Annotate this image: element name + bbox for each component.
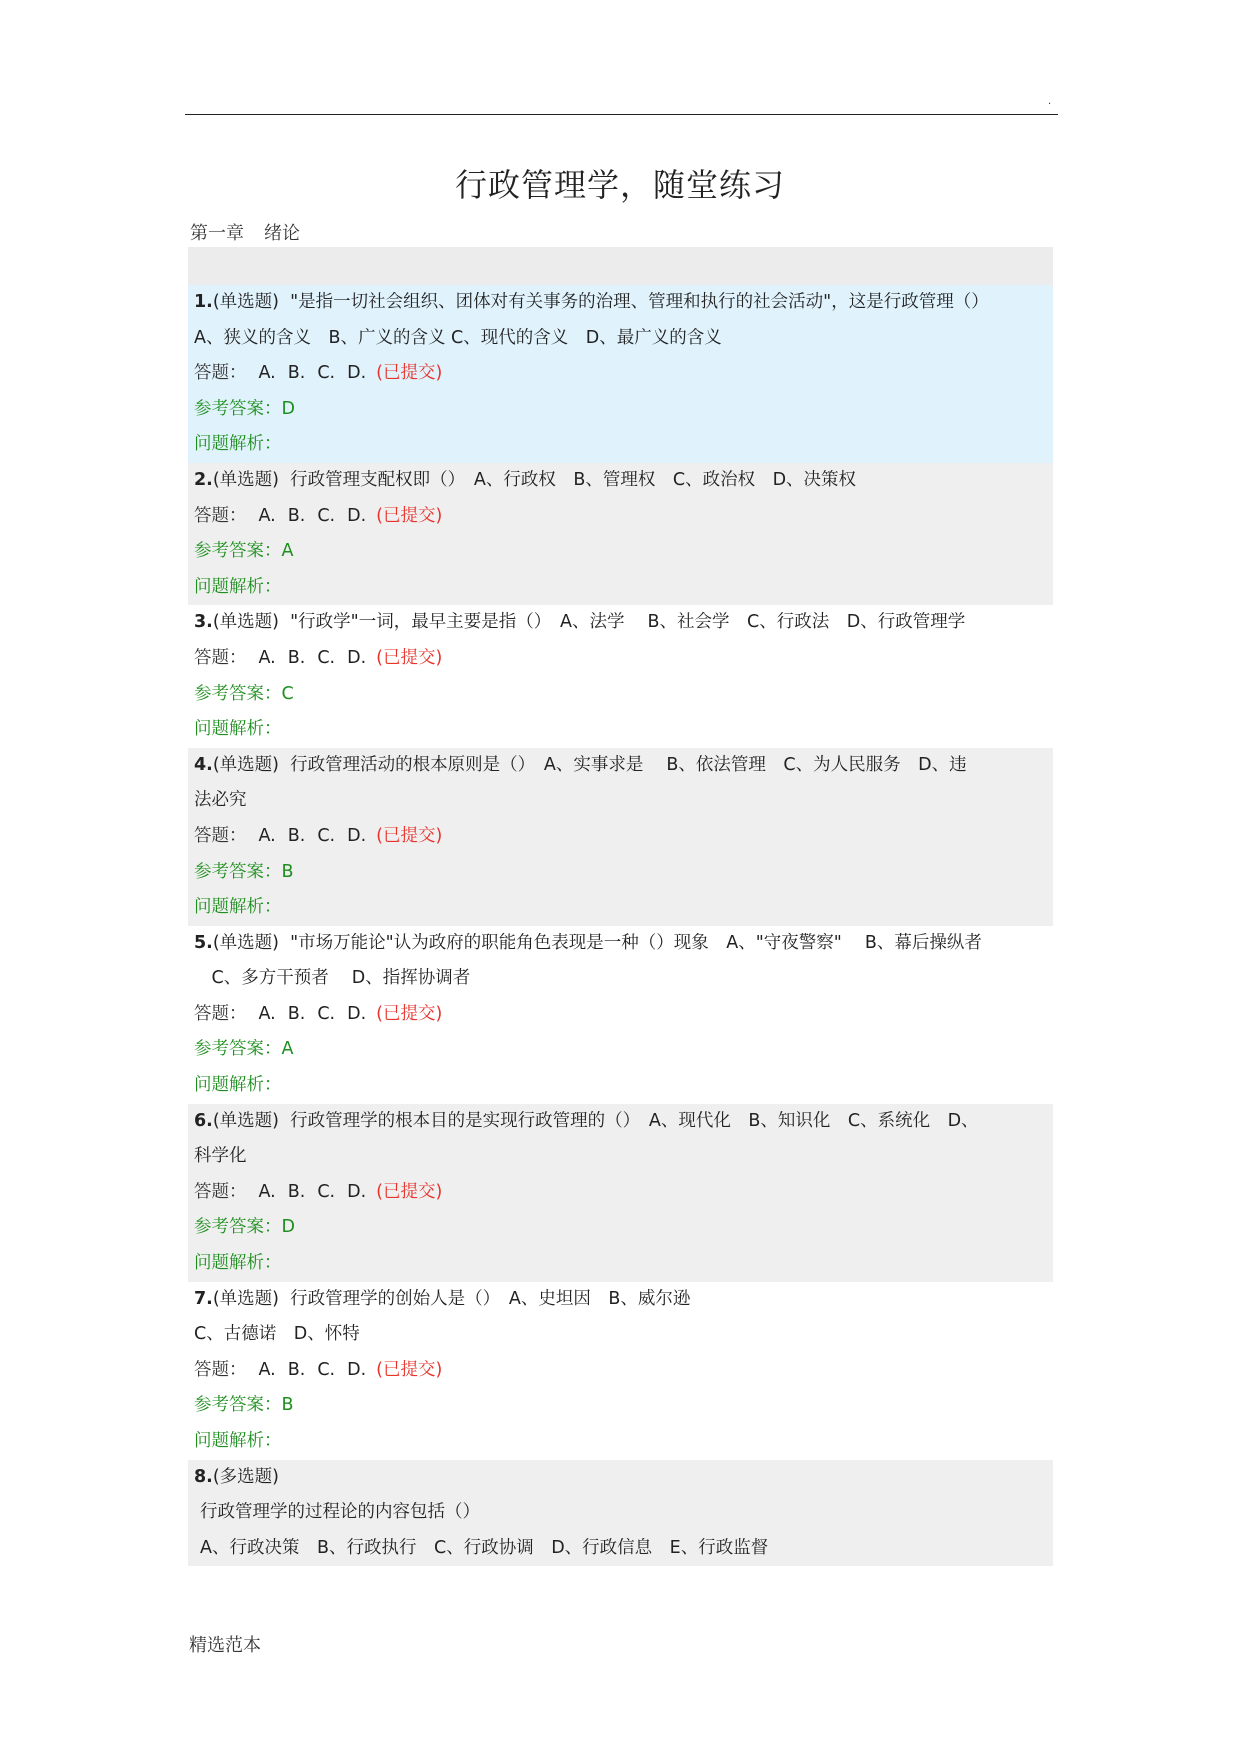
choice-b[interactable]: B.	[287, 1003, 306, 1024]
reference-answer	[194, 534, 1047, 570]
choice-c[interactable]: C.	[317, 363, 336, 384]
question-stem: 行政管理学的过程论的内容包括（）	[200, 1502, 480, 1523]
reference-answer-value: A	[281, 1039, 294, 1060]
question-stem: 行政管理学的创始人是（） A、史坦因 B、威尔逊	[290, 1288, 691, 1309]
header-dot: .	[1048, 96, 1052, 107]
question-type: (单选题)	[212, 932, 279, 953]
question-stem: "是指一切社会组织、团体对有关事务的治理、管理和执行的社会活动"，这是行政管理（）	[290, 292, 989, 312]
analysis-label: 问题解析：	[194, 719, 282, 740]
question-type: (单选题)	[212, 1288, 279, 1309]
choice-b[interactable]: B.	[287, 363, 306, 384]
choice-b[interactable]: B.	[287, 825, 306, 846]
analysis-label: 问题解析：	[194, 576, 282, 597]
question-item	[188, 1460, 1053, 1567]
analysis-label: 问题解析：	[194, 1253, 282, 1274]
reference-answer-value: B	[281, 861, 294, 882]
answer-row	[194, 641, 1047, 677]
analysis-label: 问题解析：	[194, 434, 282, 455]
reference-answer-value: B	[281, 1395, 294, 1416]
question-type: (单选题)	[212, 612, 279, 633]
question-type: (单选题)	[212, 754, 279, 775]
question-number: 2.	[194, 469, 213, 490]
reference-answer-label: 参考答案：	[194, 1395, 282, 1416]
reference-answer-label: 参考答案：	[194, 398, 282, 419]
choice-d[interactable]: D.	[347, 647, 367, 668]
submitted-status: (已提交)	[376, 1181, 443, 1202]
question-type: (单选题)	[212, 1110, 279, 1131]
answer-label: 答题：	[194, 1003, 247, 1024]
answer-label: 答题：	[194, 1359, 247, 1380]
reference-answer-label: 参考答案：	[194, 1039, 282, 1060]
submitted-status: (已提交)	[376, 825, 443, 846]
reference-answer	[194, 677, 1047, 713]
submitted-status: (已提交)	[376, 647, 443, 668]
question-number: 4.	[194, 754, 213, 775]
choice-d[interactable]: D.	[347, 505, 367, 526]
question-stem: 行政管理支配权即（） A、行政权 B、管理权 C、政治权 D、决策权	[290, 469, 857, 490]
choice-c[interactable]: C.	[317, 1181, 336, 1202]
question-number: 5.	[194, 932, 213, 953]
reference-answer-value: A	[281, 541, 294, 562]
choice-d[interactable]: D.	[347, 1003, 367, 1024]
submitted-status: (已提交)	[376, 1003, 443, 1024]
question-number: 1.	[194, 292, 213, 312]
submitted-status: (已提交)	[376, 505, 443, 526]
question-number: 3.	[194, 612, 213, 633]
header-rule	[185, 114, 1058, 115]
reference-answer-label: 参考答案：	[194, 1217, 282, 1238]
answer-row	[194, 1175, 1047, 1211]
reference-answer	[194, 1388, 1047, 1424]
question-number: 8.	[194, 1466, 213, 1487]
question-stem: "市场万能论"认为政府的职能角色表现是一种（）现象 A、"守夜警察" B、幕后操纵者	[290, 932, 982, 953]
choice-a[interactable]: A.	[258, 1181, 276, 1202]
question-stem-continued: 科学化	[194, 1146, 247, 1167]
question-type: (单选题)	[212, 469, 279, 490]
question-number: 6.	[194, 1110, 213, 1131]
choice-b[interactable]: B.	[287, 505, 306, 526]
question-item	[188, 605, 1053, 747]
question-stem: 行政管理活动的根本原则是（） A、实事求是 B、依法管理 C、为人民服务 D、违	[290, 754, 967, 775]
choice-d[interactable]: D.	[347, 825, 367, 846]
choice-c[interactable]: C.	[317, 1359, 336, 1380]
question-options: A、狭义的含义 B、广义的含义 C、现代的含义 D、最广义的含义	[194, 327, 722, 348]
choice-c[interactable]: C.	[317, 505, 336, 526]
answer-label: 答题：	[194, 825, 247, 846]
answer-row	[194, 356, 1047, 392]
choice-a[interactable]: A.	[258, 647, 276, 668]
chapter-label: 第一章	[190, 223, 244, 244]
reference-answer	[194, 1210, 1047, 1246]
chapter-heading	[190, 219, 300, 245]
choice-b[interactable]: B.	[287, 1181, 306, 1202]
question-item	[188, 463, 1053, 605]
answer-label: 答题：	[194, 505, 247, 526]
analysis-label: 问题解析：	[194, 1075, 282, 1096]
reference-answer-value: D	[281, 1217, 295, 1238]
reference-answer	[194, 392, 1047, 428]
choice-d[interactable]: D.	[347, 363, 367, 384]
reference-answer-value: D	[281, 398, 295, 419]
question-type: (单选题)	[212, 292, 279, 312]
submitted-status: (已提交)	[376, 363, 443, 384]
question-item	[188, 926, 1053, 1104]
question-stem: "行政学"一词，最早主要是指（） A、法学 B、社会学 C、行政法 D、行政管理学	[290, 612, 966, 633]
choice-c[interactable]: C.	[317, 1003, 336, 1024]
question-stem-continued: C、多方干预者 D、指挥协调者	[194, 968, 471, 989]
choice-a[interactable]: A.	[258, 825, 276, 846]
question-options: A、行政决策 B、行政执行 C、行政协调 D、行政信息 E、行政监督	[200, 1537, 769, 1558]
answer-row	[194, 997, 1047, 1033]
question-number: 7.	[194, 1288, 213, 1309]
choice-b[interactable]: B.	[287, 647, 306, 668]
reference-answer-label: 参考答案：	[194, 861, 282, 882]
submitted-status: (已提交)	[376, 1359, 443, 1380]
page-footer: 精选范本	[189, 1635, 261, 1656]
quiz-top-band	[188, 247, 1053, 285]
choice-c[interactable]: C.	[317, 825, 336, 846]
chapter-name: 绪论	[264, 223, 300, 244]
choice-b[interactable]: B.	[287, 1359, 306, 1380]
reference-answer-label: 参考答案：	[194, 683, 282, 704]
question-stem-continued: C、古德诺 D、怀特	[194, 1324, 360, 1345]
reference-answer	[194, 1032, 1047, 1068]
reference-answer-value: C	[281, 683, 294, 704]
answer-row	[194, 819, 1047, 855]
analysis-label: 问题解析：	[194, 1431, 282, 1451]
choice-d[interactable]: D.	[347, 1359, 367, 1380]
choice-a[interactable]: A.	[258, 505, 276, 526]
answer-label: 答题：	[194, 1181, 247, 1202]
choice-c[interactable]: C.	[317, 647, 336, 668]
answer-row	[194, 499, 1047, 535]
analysis-label: 问题解析：	[194, 897, 282, 918]
reference-answer-label: 参考答案：	[194, 541, 282, 562]
question-type: (多选题)	[212, 1466, 279, 1487]
answer-label: 答题：	[194, 647, 247, 668]
question-item	[188, 1282, 1053, 1460]
choice-a[interactable]: A.	[258, 1003, 276, 1024]
choice-d[interactable]: D.	[347, 1181, 367, 1202]
question-item	[188, 285, 1053, 463]
page-title: 行政管理学，随堂练习	[454, 166, 785, 204]
quiz-list	[188, 247, 1053, 1566]
question-stem-continued: 法必究	[194, 790, 247, 811]
answer-label: 答题：	[194, 363, 247, 384]
question-stem: 行政管理学的根本目的是实现行政管理的（） A、现代化 B、知识化 C、系统化 D、	[290, 1110, 979, 1131]
question-item	[188, 748, 1053, 926]
choice-a[interactable]: A.	[258, 1359, 276, 1380]
choice-a[interactable]: A.	[258, 363, 276, 384]
answer-row	[194, 1353, 1047, 1389]
question-item	[188, 1104, 1053, 1282]
reference-answer	[194, 855, 1047, 891]
